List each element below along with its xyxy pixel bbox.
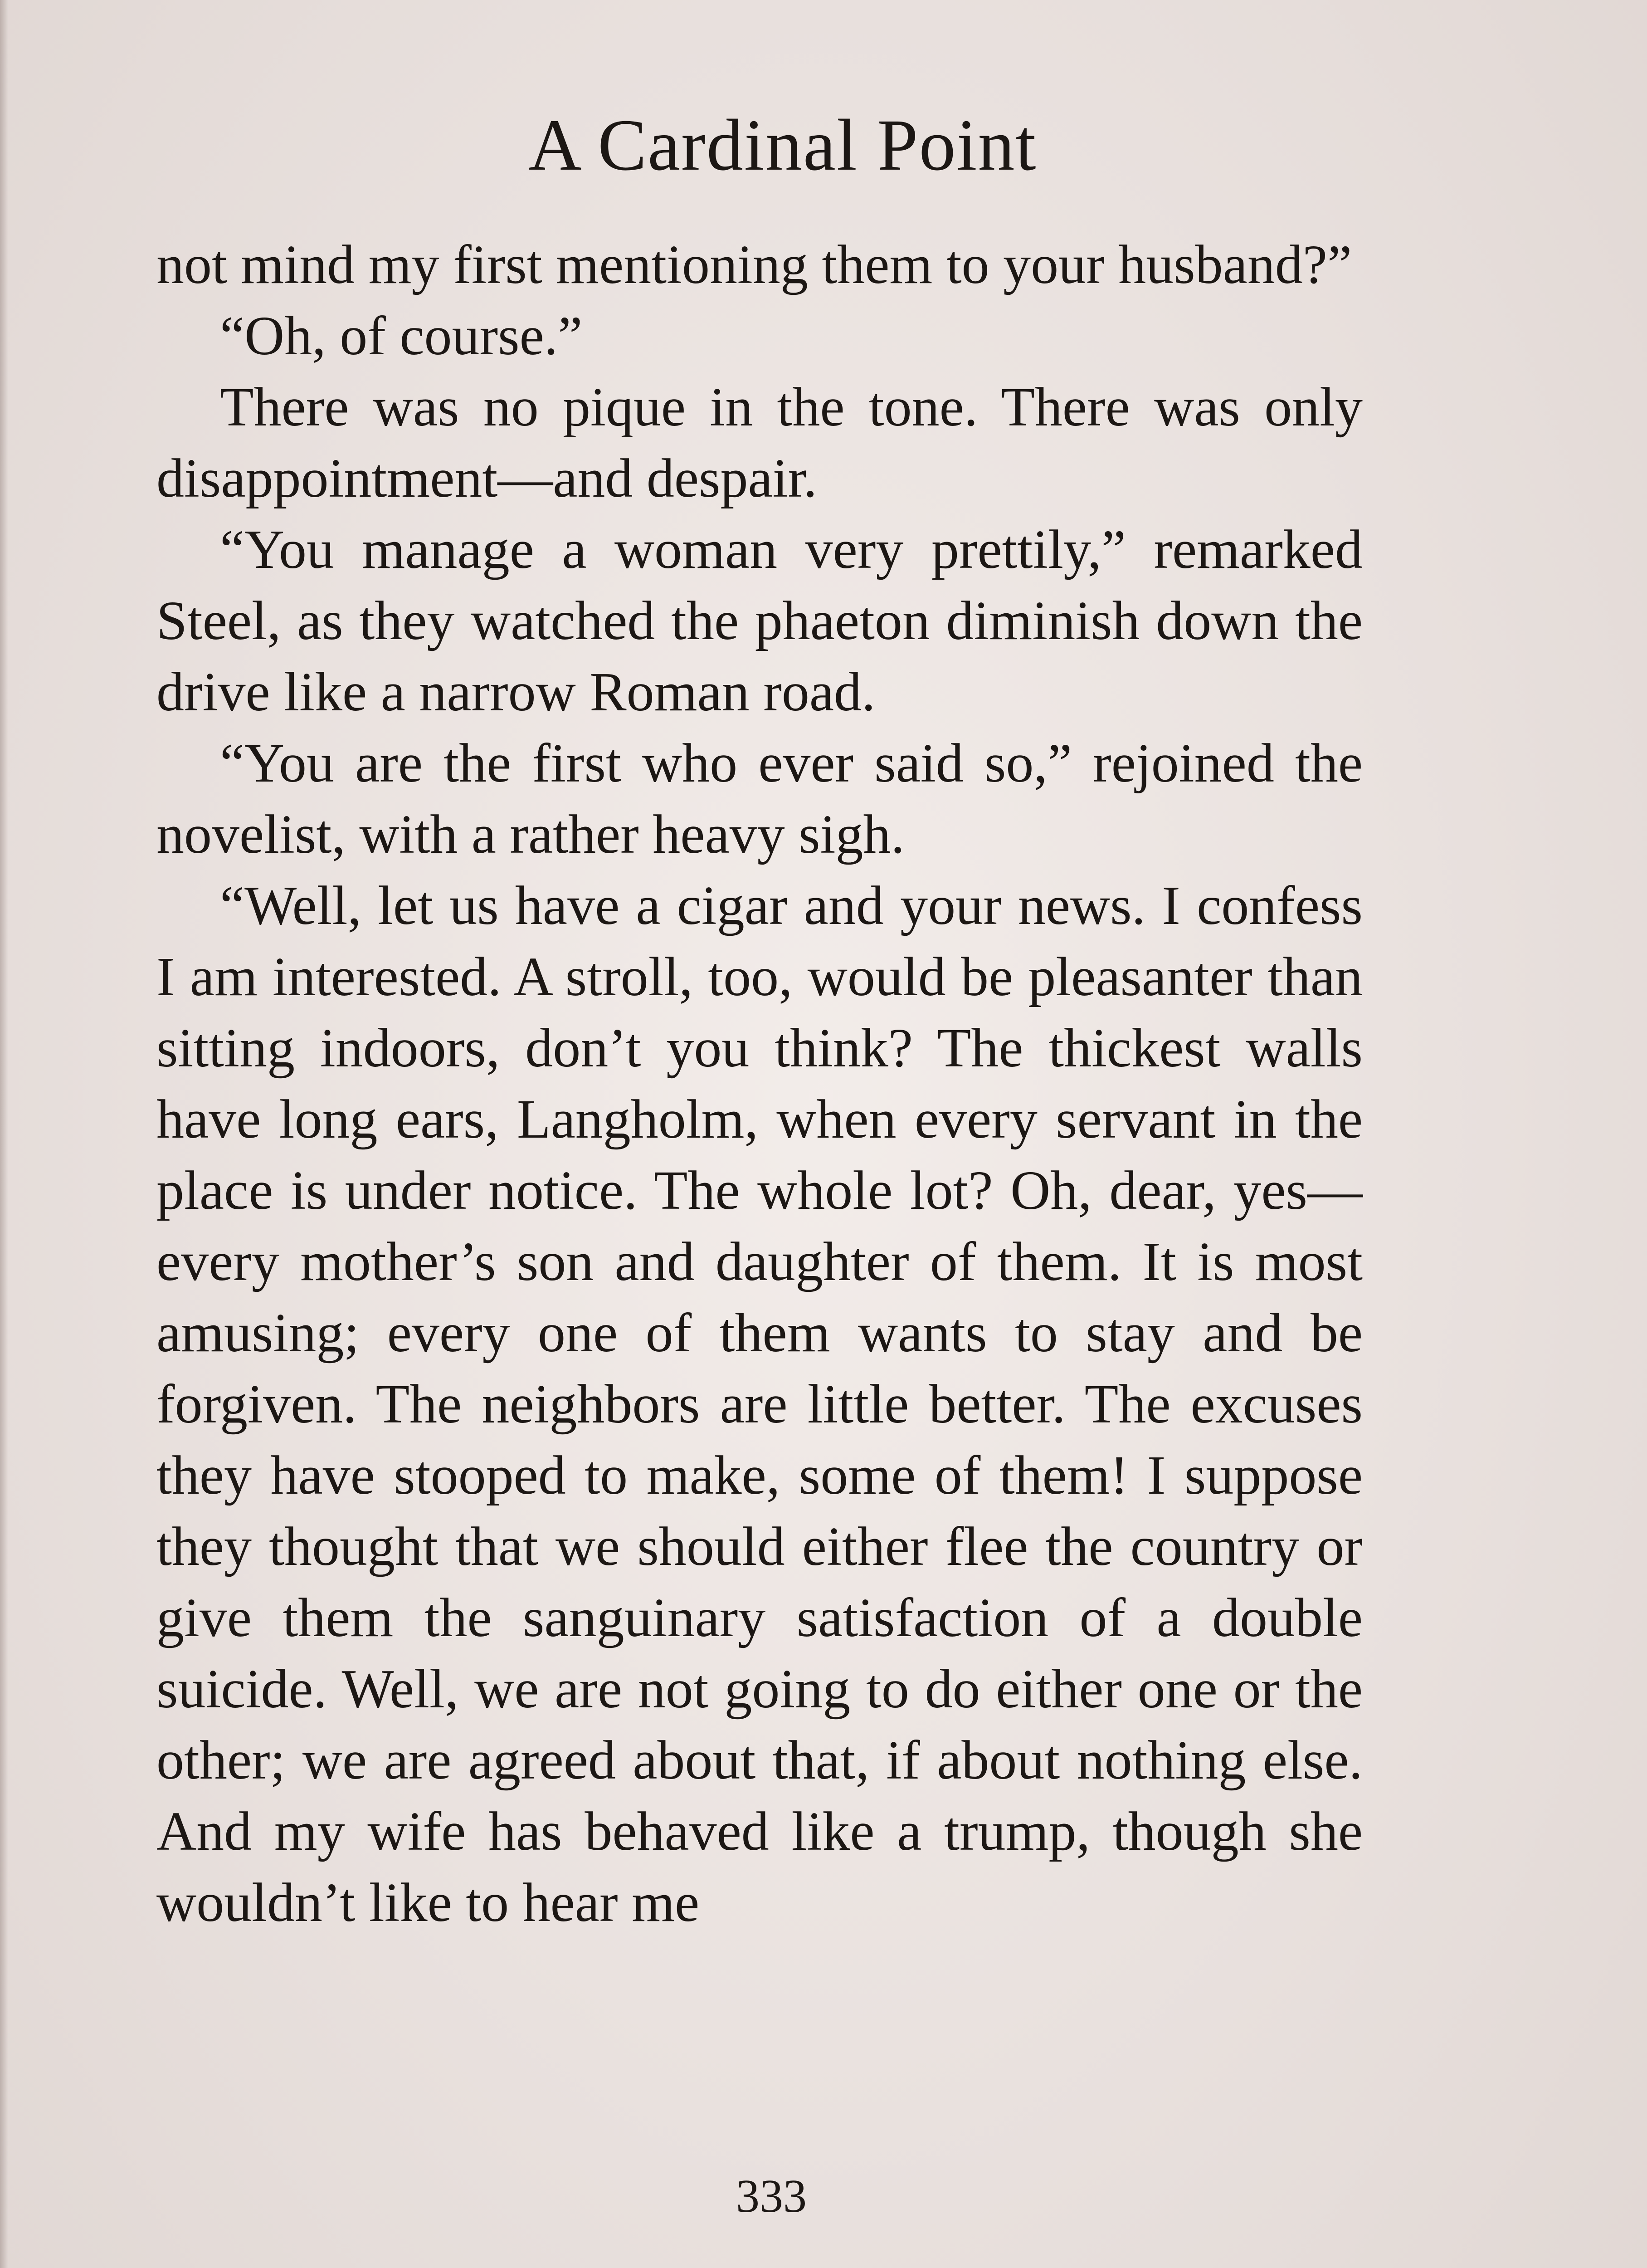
paragraph: “Oh, of course.” [220,305,583,367]
paragraph: “You manage a woman very prettily,” remarked Steel, as they watched the phaeton diminish down the drive like a narrow Roman road. [156,519,1363,723]
body-text [156,229,1363,1938]
running-head-text: A Cardinal Point [528,105,1037,186]
paragraph: not mind my first mentioning them to your husband?” [156,234,1352,295]
page-binding-edge [0,0,8,2268]
page-number [0,2170,1647,2222]
paragraph: “Well, let us have a cigar and your news. I confess I am interested. A stroll, too, would be pleasanter than sitting indoors, don’t you think? The thickest walls have long ears, Langholm, when every servant in the place is under notice. The whole lot? Oh, dear, yes—every mother’s son and daughter of them. It is most amusing; every one of them wants to stay and be forgiven. The neighbors are little better. The excuses they have stooped to make, some of them! I suppose they thought that we should either flee the country or give them the sanguinary satisfaction of a double suicide. Well, we are not going to do either one or the other; we are agreed about that, if about nothing else. And my wife has behaved like a trump, though she wouldn’t like to hear me [156,875,1363,1933]
page-number-text: 333 [736,2170,807,2222]
paragraph: There was no pique in the tone. There was only disappointment—and despair. [156,376,1363,509]
paragraph: “You are the first who ever said so,” rejoined the novelist, with a rather heavy sigh. [156,733,1363,865]
running-head [0,105,1647,186]
